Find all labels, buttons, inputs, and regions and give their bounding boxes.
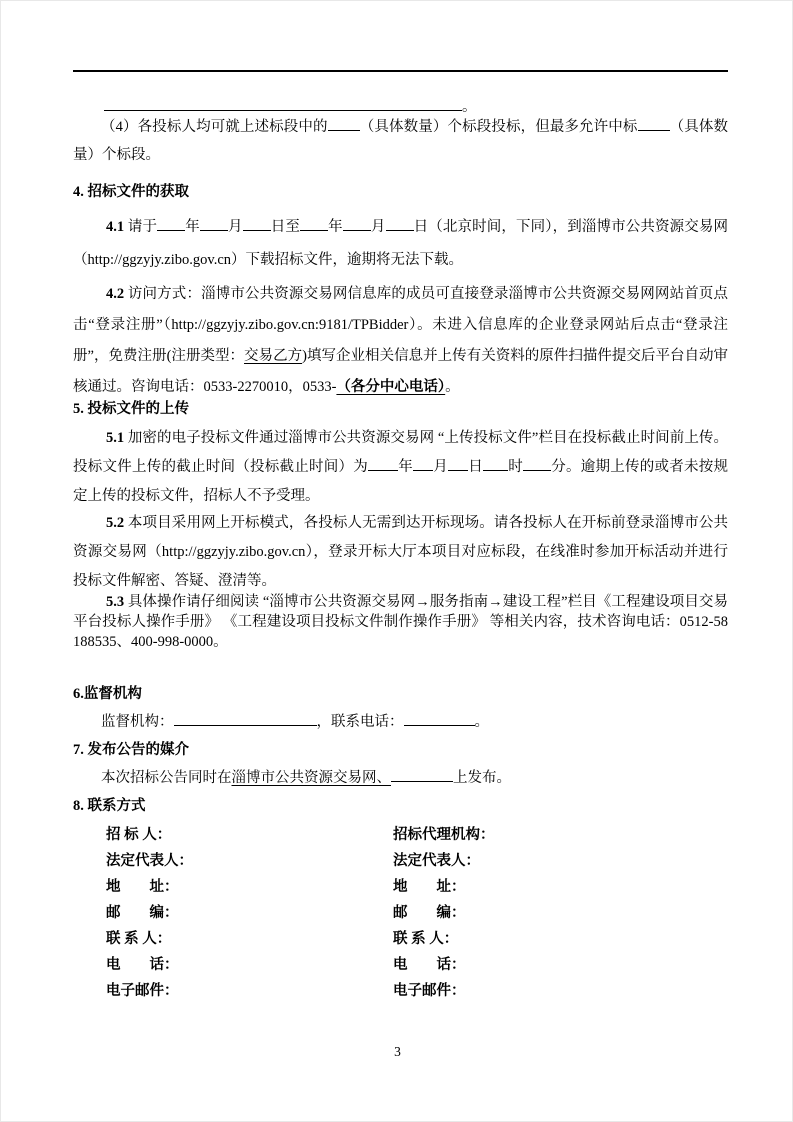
supervision-agency-line: 监督机构： ，联系电话： 。 xyxy=(101,714,489,730)
legal-rep-label: 法定代表人： xyxy=(106,853,193,869)
email-label: 电子邮件： xyxy=(106,983,179,999)
agency-email-label: 电子邮件： xyxy=(393,983,466,999)
clause-4-1: 4.1 请于 年 月 日至 年 月 日（北京时间，下同），到淄博市公共资源交易网（http://ggzyjy.zibo.gov.cn）下载招标文件，逾期将无法下载。 xyxy=(73,219,728,268)
address-label: 地 址： xyxy=(106,879,179,895)
section-5-heading: 5. 投标文件的上传 xyxy=(73,401,189,417)
agency-legal-rep-label: 法定代表人： xyxy=(393,853,480,869)
section-8-heading: 8. 联系方式 xyxy=(73,798,146,814)
agency-phone-label: 电 话： xyxy=(393,957,466,973)
section-6-heading: 6.监督机构 xyxy=(73,686,142,702)
clause-4-item: （4）各投标人均可就上述标段中的 （具体数量）个标段投标，但最多允许中标 （具体数量）个标段。 xyxy=(73,119,729,163)
page-number: 3 xyxy=(394,1044,401,1059)
agency-label: 招标代理机构： xyxy=(393,827,495,843)
postcode-label: 邮 编： xyxy=(106,905,179,921)
tenderer-label: 招 标 人： xyxy=(106,827,172,843)
announcement-media-line: 本次招标公告同时在淄博市公共资源交易网、 上发布。 xyxy=(101,770,511,786)
agency-contact-person-label: 联 系 人： xyxy=(393,931,459,947)
agency-address-label: 地 址： xyxy=(393,879,466,895)
section-4-heading: 4. 招标文件的获取 xyxy=(73,184,189,200)
contact-person-label: 联 系 人： xyxy=(106,931,172,947)
agency-contact-column xyxy=(393,822,693,1004)
fill-in-blank-line: 。 xyxy=(73,96,728,118)
agency-postcode-label: 邮 编： xyxy=(393,905,466,921)
clause-4-2: 4.2 访问方式：淄博市公共资源交易网信息库的成员可直接登录淄博市公共资源交易网网站首页点击“登录注册”（http://ggzyjy.zibo.gov.cn:9181/TPBidder）。未进入信息库的企业登录网站后点击“登录注册”，免费注册(注册类型：交易乙方)填写企业相关信息并上传有关资料的原件扫描件提交后平台自动审核通过。咨询电话：0533-2270010，0533-（各分中心电话）。 xyxy=(73,286,729,395)
tenderer-contact-column xyxy=(106,822,386,1004)
phone-label: 电 话： xyxy=(106,957,179,973)
header-rule xyxy=(73,70,728,72)
clause-5-2: 5.2 本项目采用网上开标模式，各投标人无需到达开标现场。请各投标人在开标前登录淄博市公共资源交易网（http://ggzyjy.zibo.gov.cn），登录开标大厅本项目对应标段，在线准时参加开标活动并进行投标文件解密、答疑、澄清等。 xyxy=(73,515,728,589)
clause-5-3: 5.3 具体操作请仔细阅读 “淄博市公共资源交易网→服务指南→建设工程”栏目《工程建设项目交易平台投标人操作手册》 《工程建设项目投标文件制作操作手册》 等相关内容，技术咨询电话：0512-58188535、400-998-0000。 xyxy=(73,594,728,650)
section-7-heading: 7. 发布公告的媒介 xyxy=(73,742,189,758)
clause-5-1: 5.1 加密的电子投标文件通过淄博市公共资源交易网 “上传投标文件”栏目在投标截止时间前上传。投标文件上传的截止时间（投标截止时间）为 年 月 日 时 分。逾期上传的或者未按规定上传的投标文件，招标人不予受理。 xyxy=(73,430,728,504)
